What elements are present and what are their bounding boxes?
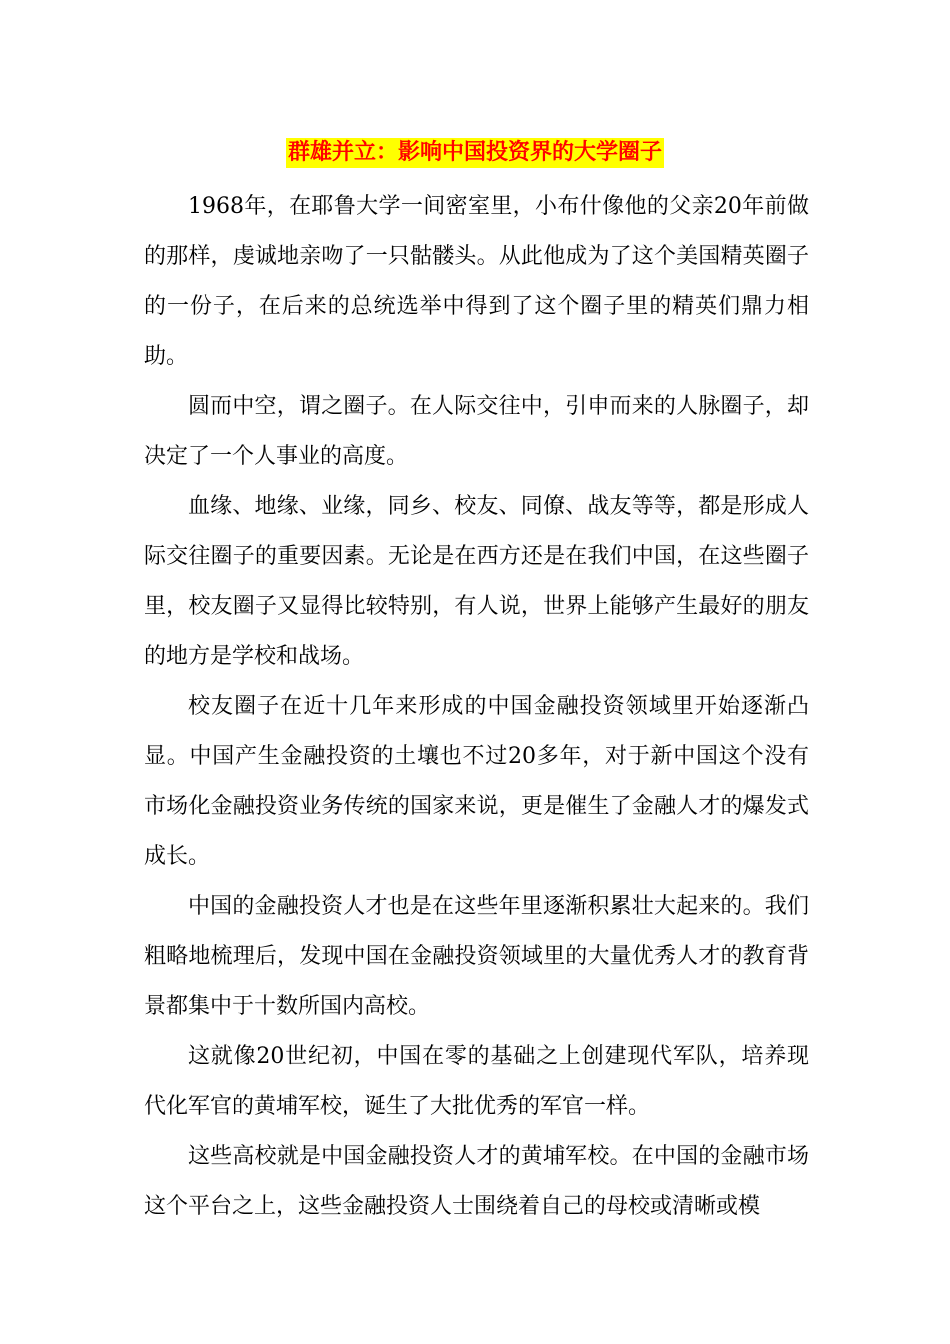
paragraph-4: 校友圈子在近十几年来形成的中国金融投资领域里开始逐渐凸显。中国产生金融投资的土壤也不过20多年，对于新中国这个没有市场化金融投资业务传统的国家来说，更是催生了金融人才的爆发式成长。 [144, 694, 809, 869]
document-body [144, 182, 809, 1232]
paragraph-6: 这就像20世纪初，中国在零的基础之上创建现代军队，培养现代化军官的黄埔军校，诞生了大批优秀的军官一样。 [144, 1044, 809, 1119]
paragraph-1: 1968年，在耶鲁大学一间密室里，小布什像他的父亲20年前做的那样，虔诚地亲吻了一只骷髅头。从此他成为了这个美国精英圈子的一份子，在后来的总统选举中得到了这个圈子里的精英们鼎力相助。 [144, 194, 809, 369]
document-title: 群雄并立：影响中国投资界的大学圈子 [286, 138, 664, 168]
title-container [0, 138, 950, 168]
paragraph-3: 血缘、地缘、业缘，同乡、校友、同僚、战友等等，都是形成人际交往圈子的重要因素。无论是在西方还是在我们中国，在这些圈子里，校友圈子又显得比较特别，有人说，世界上能够产生最好的朋友的地方是学校和战场。 [144, 494, 809, 669]
paragraph-2: 圆而中空，谓之圈子。在人际交往中，引申而来的人脉圈子，却决定了一个人事业的高度。 [144, 394, 809, 469]
paragraph-7: 这些高校就是中国金融投资人才的黄埔军校。在中国的金融市场这个平台之上，这些金融投资人士围绕着自己的母校或清晰或模 [144, 1144, 809, 1219]
paragraph-5: 中国的金融投资人才也是在这些年里逐渐积累壮大起来的。我们粗略地梳理后，发现中国在金融投资领域里的大量优秀人才的教育背景都集中于十数所国内高校。 [144, 894, 809, 1019]
